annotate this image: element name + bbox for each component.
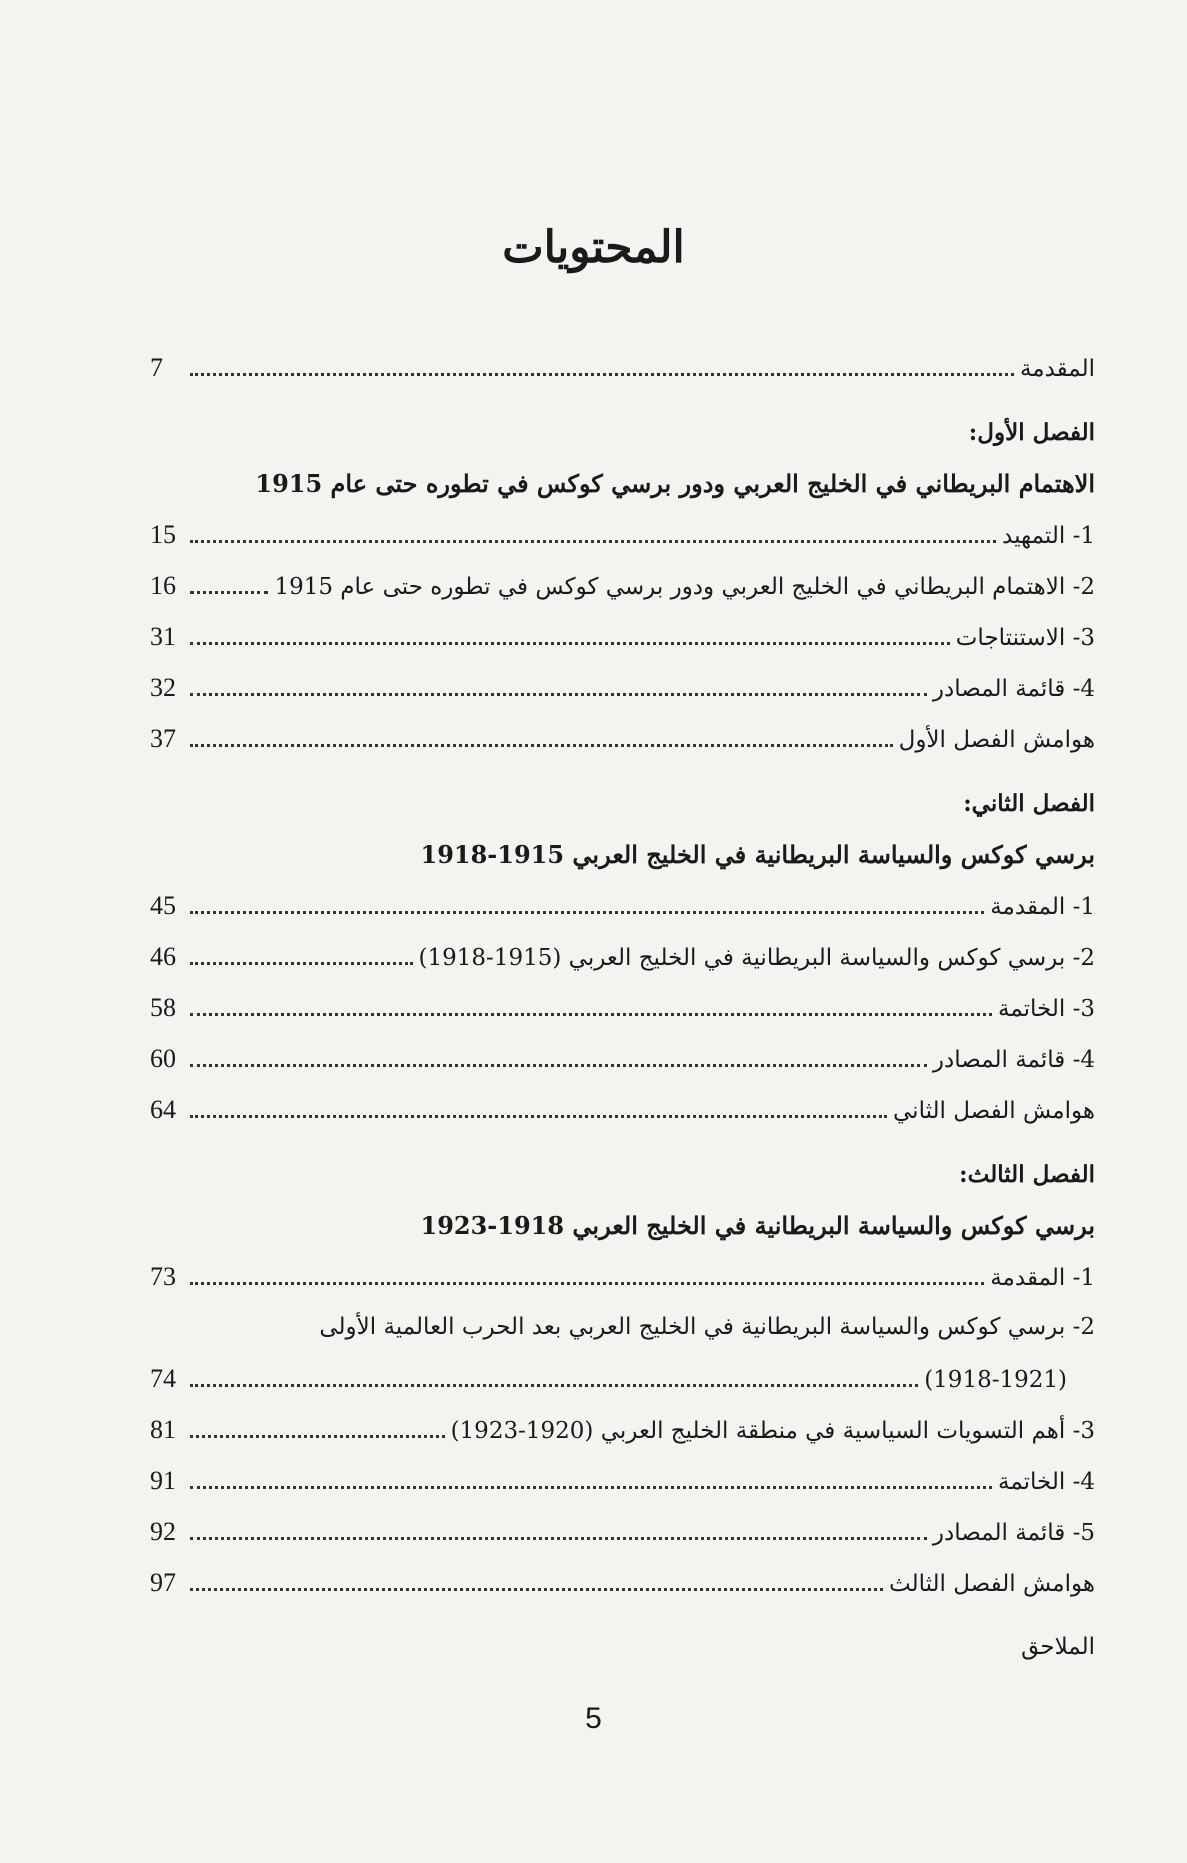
page-number: 5: [585, 1702, 602, 1735]
dot-leader: [190, 1383, 918, 1387]
chapter-heading: الاهتمام البريطاني في الخليج العربي ودور برسي كوكس في تطوره حتى عام 1915: [255, 469, 1095, 498]
toc-entry-label: 4- قائمة المصادر: [932, 1047, 1095, 1073]
dot-leader: [190, 539, 996, 543]
page-title: المحتويات: [502, 222, 685, 273]
toc-entry-label: 2- الاهتمام البريطاني في الخليج العربي ودور برسي كوكس في تطوره حتى عام 1915: [274, 574, 1095, 600]
toc-entry-label: 1- المقدمة: [990, 1265, 1095, 1291]
dot-leader: [190, 692, 927, 696]
toc-entry-label-line1: 2- برسي كوكس والسياسة البريطانية في الخليج العربي بعد الحرب العالمية الأولى: [319, 1314, 1095, 1340]
toc-entry[interactable]: [150, 880, 1095, 931]
toc-entry[interactable]: [150, 931, 1095, 982]
toc-entry[interactable]: [150, 1251, 1095, 1302]
toc-entry-page: 73: [150, 1262, 176, 1291]
toc-entry-page: 37: [150, 724, 176, 753]
dot-leader: [190, 1434, 445, 1438]
toc-entry-label: 3- الاستنتاجات: [955, 625, 1095, 651]
dot-leader: [190, 1012, 992, 1016]
toc-entry[interactable]: [150, 1506, 1095, 1557]
toc-entry-label: 1- التمهيد: [1002, 523, 1095, 549]
dot-leader: [190, 1587, 883, 1591]
toc-entry-label: 1- المقدمة: [990, 894, 1095, 920]
toc-entry[interactable]: [150, 713, 1095, 764]
toc-entry-appendix[interactable]: [150, 1622, 1095, 1673]
dot-leader: [190, 743, 893, 747]
dot-leader: [190, 1063, 927, 1067]
dot-leader: [190, 590, 268, 594]
toc-entry[interactable]: [150, 509, 1095, 560]
toc-entry-label: 3- أهم التسويات السياسية في منطقة الخليج العربي (1920-1923): [450, 1418, 1095, 1444]
toc-entry-page: 31: [150, 622, 176, 651]
dot-leader: [190, 1281, 984, 1285]
toc-entry[interactable]: [150, 1557, 1095, 1608]
toc-entry[interactable]: [150, 982, 1095, 1033]
toc-entry-label: 2- برسي كوكس والسياسة البريطانية في الخليج العربي (1915-1918): [418, 945, 1095, 971]
toc-entry-page: 81: [150, 1415, 176, 1444]
toc-entry[interactable]: [150, 1455, 1095, 1506]
chapter-heading: برسي كوكس والسياسة البريطانية في الخليج العربي 1915-1918: [420, 840, 1095, 869]
dot-leader: [190, 1114, 887, 1118]
toc-entry-page: 16: [150, 571, 176, 600]
toc-entry-label: 5- قائمة المصادر: [932, 1520, 1095, 1546]
chapter-heading: برسي كوكس والسياسة البريطانية في الخليج العربي 1918-1923: [420, 1211, 1095, 1240]
toc-entry-label: 3- الخاتمة: [997, 996, 1095, 1022]
toc-entry-page: 32: [150, 673, 176, 702]
dot-leader: [190, 372, 1014, 376]
toc-entry-intro[interactable]: [150, 342, 1095, 393]
toc-entry-label: الملاحق: [1021, 1634, 1095, 1660]
toc-entry-page: 97: [150, 1568, 176, 1597]
toc-entry[interactable]: [150, 662, 1095, 713]
toc-entry-label: هوامش الفصل الأول: [898, 727, 1095, 753]
dot-leader: [190, 1485, 992, 1489]
toc-entry-continuation[interactable]: [150, 1353, 1095, 1404]
toc-entry-page: 45: [150, 891, 176, 920]
toc-entry[interactable]: [150, 611, 1095, 662]
dot-leader: [190, 961, 413, 965]
toc-entry[interactable]: [150, 1404, 1095, 1455]
toc-entry-page: 46: [150, 942, 176, 971]
toc-entry[interactable]: [150, 1084, 1095, 1135]
toc-entry-label: هوامش الفصل الثالث: [888, 1571, 1095, 1597]
dot-leader: [190, 910, 984, 914]
toc-entry-page: 64: [150, 1095, 176, 1124]
dot-leader: [190, 641, 950, 645]
toc-entry-label: المقدمة: [1019, 356, 1095, 382]
toc-entry-page: 7: [150, 353, 163, 382]
toc-entry-label: هوامش الفصل الثاني: [893, 1098, 1095, 1124]
chapter-label: الفصل الثالث:: [959, 1161, 1095, 1188]
dot-leader: [190, 1536, 927, 1540]
toc-entry-page: 91: [150, 1466, 176, 1495]
toc-entry-label: (1918-1921): [924, 1367, 1067, 1393]
toc-entry-page: 74: [150, 1364, 176, 1393]
chapter-label: الفصل الأول:: [968, 419, 1095, 446]
toc-entry-page: 60: [150, 1044, 176, 1073]
toc-entry-page: 58: [150, 993, 176, 1022]
toc-entry-page: 15: [150, 520, 176, 549]
chapter-label: الفصل الثاني:: [963, 790, 1095, 817]
toc-entry-label: 4- الخاتمة: [997, 1469, 1095, 1495]
toc-entry-multiline[interactable]: [150, 1302, 1095, 1353]
toc-entry[interactable]: [150, 560, 1095, 611]
table-of-contents: [150, 342, 1095, 1673]
toc-entry-page: 92: [150, 1517, 176, 1546]
toc-entry-label: 4- قائمة المصادر: [932, 676, 1095, 702]
toc-entry[interactable]: [150, 1033, 1095, 1084]
